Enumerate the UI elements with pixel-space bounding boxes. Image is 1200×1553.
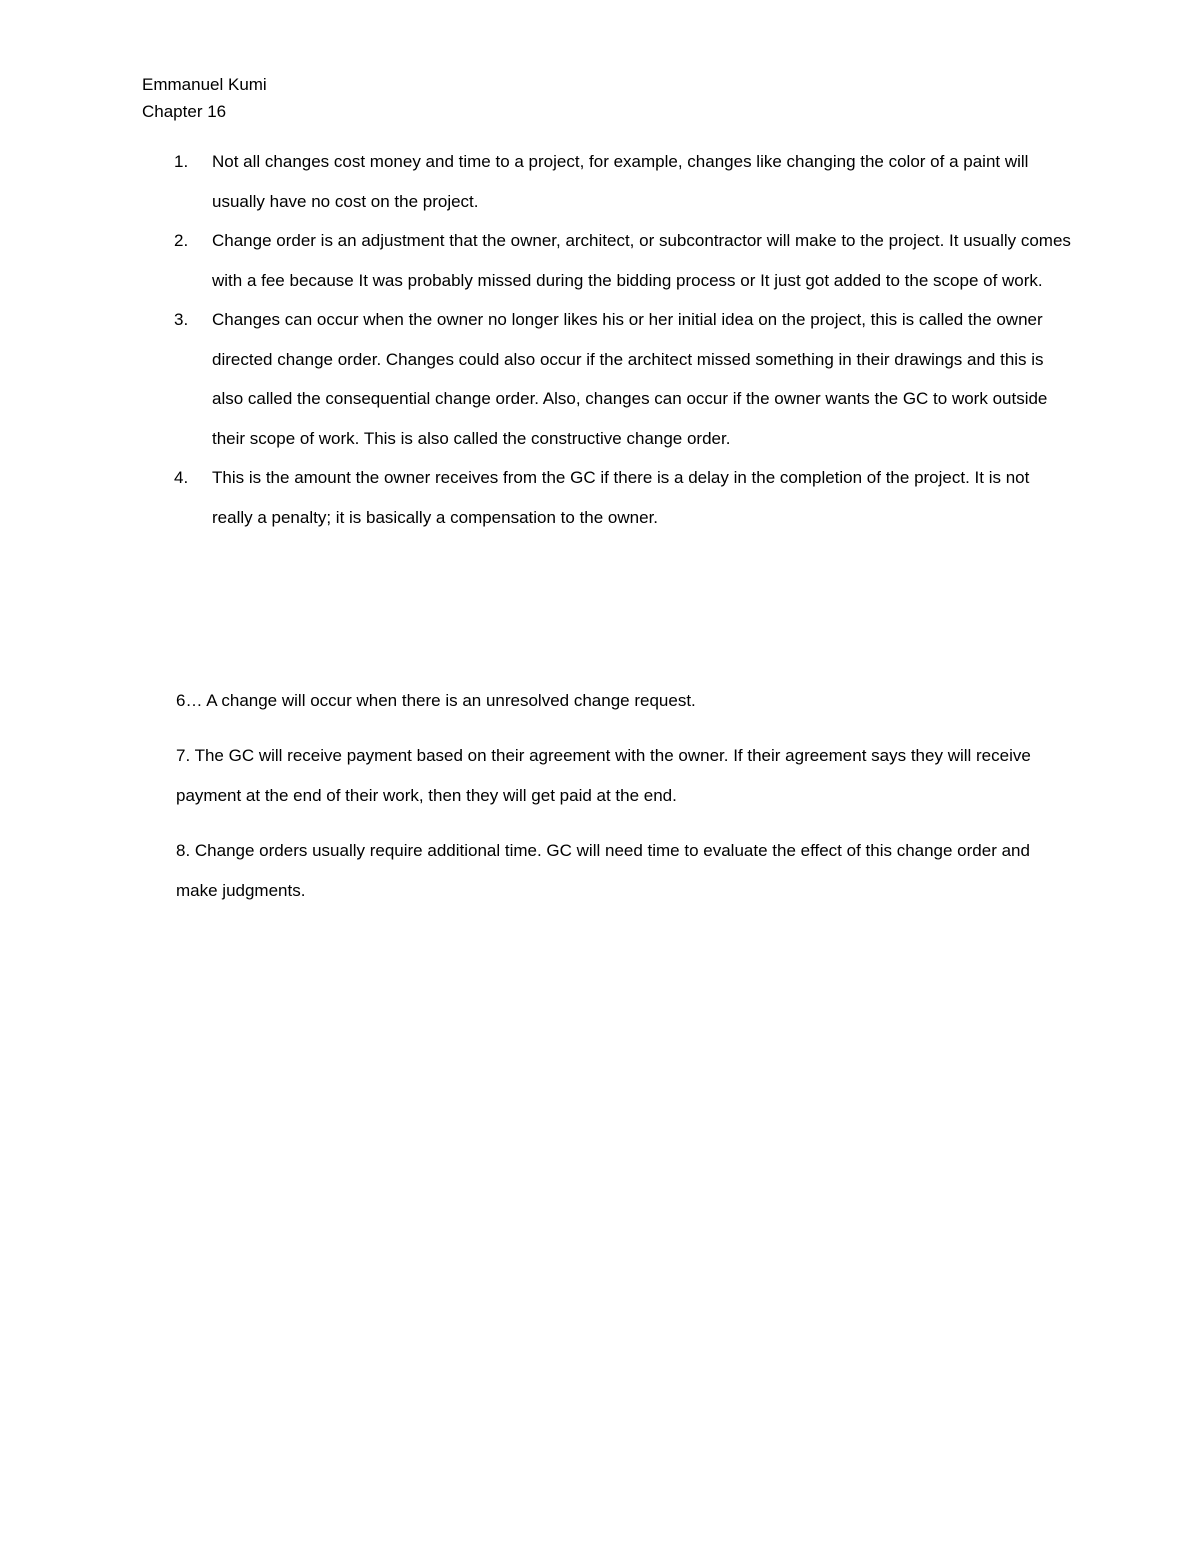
list-item-number: 1. [174,152,189,171]
list-item-text: Change order is an adjustment that the owner, architect, or subcontractor will make to the project. It usually comes with a fee because It was probably missed during the bidding process or It just got added to the scope of work. [212,231,1071,290]
answer-paragraph-6: 6… A change will occur when there is an unresolved change request. [176,691,696,710]
list-item-number: 4. [174,468,189,487]
answer-list [142,142,1072,537]
list-item-text: Not all changes cost money and time to a project, for example, changes like changing the color of a paint will usually have no cost on the project. [212,152,1029,211]
list-item [142,221,1072,300]
list-item [142,458,1072,537]
answer-paragraph-7: 7. The GC will receive payment based on their agreement with the owner. If their agreement says they will receive payment at the end of their work, then they will get paid at the end. [176,746,1031,805]
list-item-number: 3. [174,310,189,329]
list-item-number: 2. [174,231,189,250]
answer-paragraph-8: 8. Change orders usually require additional time. GC will need time to evaluate the effect of this change order and make judgments. [176,841,1030,900]
list-item [142,300,1072,458]
author-name: Emmanuel Kumi [142,75,267,94]
list-item-text: Changes can occur when the owner no longer likes his or her initial idea on the project, this is called the owner directed change order. Changes could also occur if the architect missed something in their drawings and this is also called the consequential change order. Also, changes can occur if the owner wants the GC to work outside their scope of work. This is also called the constructive change order. [212,310,1048,448]
list-item-text: This is the amount the owner receives from the GC if there is a delay in the completion of the project. It is not really a penalty; it is basically a compensation to the owner. [212,468,1030,527]
chapter-title: Chapter 16 [142,102,227,121]
list-item [142,142,1072,221]
